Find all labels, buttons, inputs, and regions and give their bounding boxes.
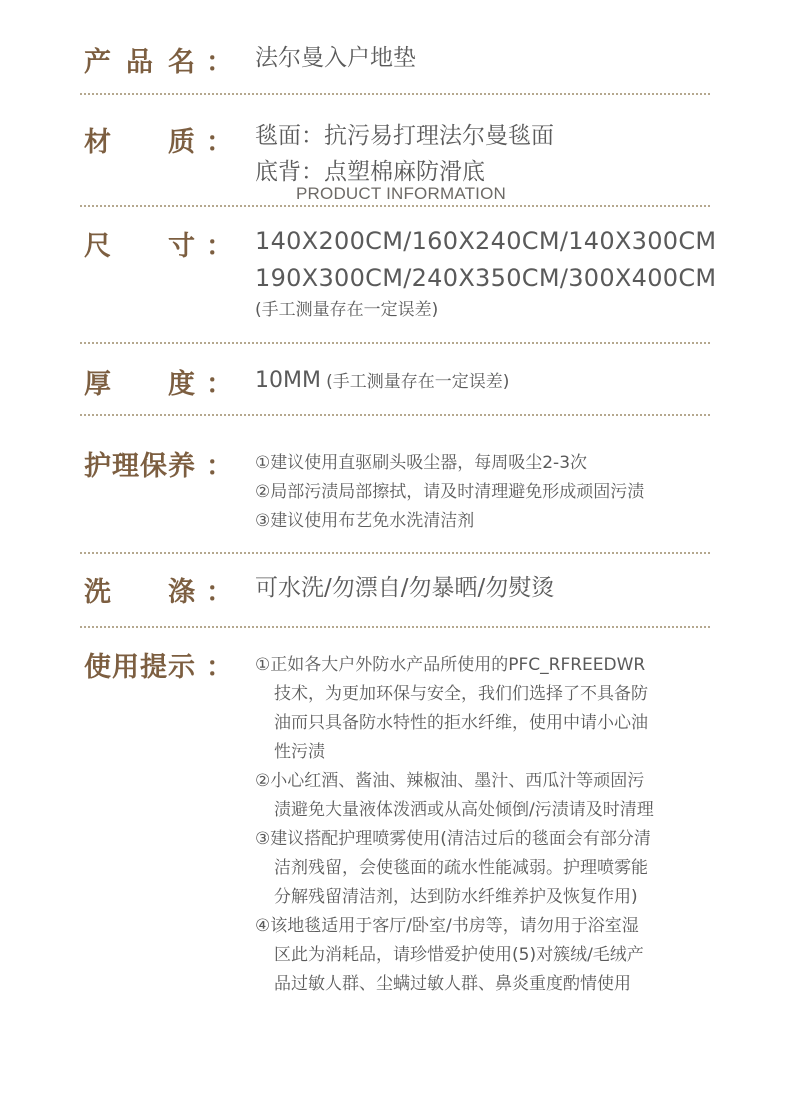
tip-line: ③建议搭配护理喷雾使用(清洁过后的毯面会有部分清 [255,829,651,849]
tip-line: ②小心红酒、酱油、辣椒油、墨汁、西瓜汁等顽固污 [255,771,645,791]
thickness-note: (手工测量存在一定误差) [326,372,510,392]
material-surface: 毯面：抗污易打理法尔曼毯面 [255,123,554,149]
tip-line: 品过敏人群、尘螨过敏人群、鼻炎重度酌情使用 [274,974,631,994]
thickness-colon: ： [206,369,233,400]
usage-tips-row [84,645,710,1005]
usage-tips-label: 使用提示 [84,652,196,683]
tip-line: ④该地毯适用于客厅/卧室/书房等，请勿用于浴室湿 [255,916,639,936]
divider [80,342,710,344]
thickness-value: 10MM [255,368,321,393]
divider [80,93,710,95]
product-name-value: 法尔曼入户地垫 [255,45,416,71]
tip-line: 区此为消耗品，请珍惜爱护使用(5)对簇绒/毛绒产 [274,945,644,965]
material-row [84,118,710,190]
product-name-row [84,40,710,80]
divider [80,414,710,416]
product-name-colon: ： [206,47,233,78]
divider [80,552,710,554]
care-list [255,449,644,536]
washing-colon: ： [206,577,233,608]
care-item: ③建议使用布艺免水洗清洁剂 [255,511,475,531]
care-item: ②局部污渍局部擦拭，请及时清理避免形成顽固污渍 [255,482,645,502]
care-item: ①建议使用直驱刷头吸尘器，每周吸尘2-3次 [255,453,588,473]
size-label: 尺 寸 [84,231,196,262]
thickness-row [84,362,710,402]
thickness-value-wrap [255,364,509,399]
tip-line: ①正如各大户外防水产品所使用的PFC_RFREEDWR [255,655,646,675]
tip-line: 技术，为更加环保与安全，我们们选择了不具备防 [274,684,648,704]
divider [80,205,710,207]
material-backing: 底背：点塑棉麻防滑底 [255,159,485,185]
material-colon: ： [206,127,233,158]
size-note: (手工测量存在一定误差) [255,300,439,320]
material-label: 材 质 [84,127,196,158]
tip-line: 洁剂残留，会使毯面的疏水性能减弱。护理喷雾能 [274,858,648,878]
washing-label: 洗 涤 [84,577,196,608]
size-line-2: 190X300CM/240X350CM/300X400CM [255,264,717,292]
care-row [84,444,710,539]
tip-line: 渍避免大量液体泼洒或从高处倾倒/污渍请及时清理 [274,800,654,820]
tip-line: 性污渍 [274,742,325,762]
tip-line: 油而只具备防水特性的拒水纤维，使用中请小心油 [274,713,648,733]
washing-row [84,570,710,610]
size-line-1: 140X200CM/160X240CM/140X300CM [255,227,717,255]
usage-tips-colon: ： [206,652,233,683]
size-row [84,222,717,322]
size-colon: ： [206,231,233,262]
thickness-label: 厚 度 [84,369,196,400]
product-name-label: 产 品 名 [84,47,196,78]
tip-line: 分解残留清洁剂，达到防水纤维养护及恢复作用) [274,887,638,907]
care-label: 护理保养 [84,451,196,482]
product-information-overlay: PRODUCT INFORMATION [296,184,506,203]
care-colon: ： [206,451,233,482]
usage-tips-list [255,651,654,999]
divider [80,626,710,628]
washing-value: 可水洗/勿漂自/勿暴晒/勿熨烫 [255,575,555,601]
